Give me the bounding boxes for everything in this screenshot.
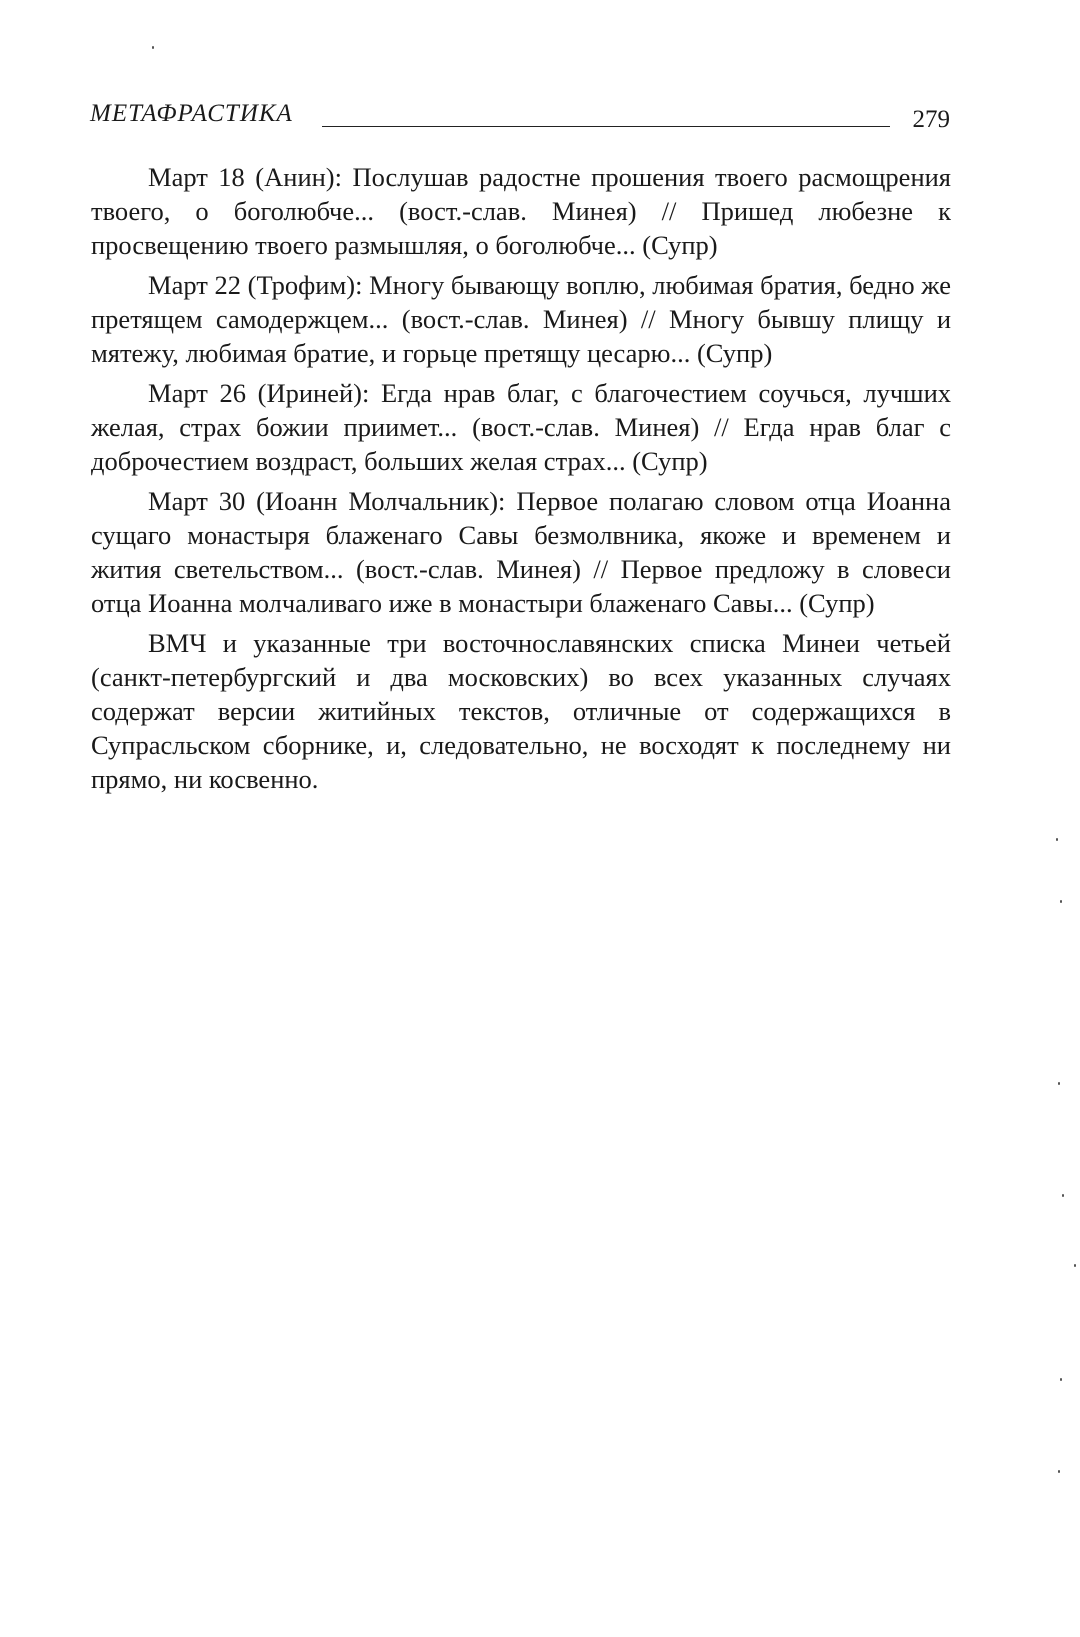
page-number: 279 — [912, 106, 950, 133]
header-rule — [322, 126, 890, 127]
entry-march-18: Март 18 (Анин): Послушав радостне прошения твоего расмощрения твоего, о боголюбче... (вост.-слав. Минея) // Пришед любезне к просвещению твоего размышляя, о боголюбче... (Супр) — [91, 162, 951, 260]
scan-speck — [1058, 1082, 1060, 1085]
scan-speck — [1062, 1194, 1064, 1197]
entry-march-30: Март 30 (Иоанн Молчальник): Первое полагаю словом отца Иоанна сущаго монастыря блаженаго Савы безмолвника, якоже и временем и жития светельством... (вост.-слав. Минея) // Первое предложу в словеси отца Иоанна молчаливаго иже в монастыри блаженаго Савы... (Супр) — [91, 486, 951, 618]
scan-speck — [1074, 1264, 1076, 1267]
scan-speck — [1060, 900, 1062, 903]
scan-speck — [152, 46, 154, 49]
entry-march-22: Март 22 (Трофим): Многу бывающу воплю, любимая братия, бедно же претящем самодержцем... (вост.-слав. Минея) // Многу бывшу плищу и мятежу, любимая братие, и горьце претящу цесарю... (Супр) — [91, 270, 951, 368]
page-header — [90, 100, 950, 140]
entry-march-26: Март 26 (Ириней): Егда нрав благ, с благочестием соучься, лучших желая, страх божии приимет... (вост.-слав. Минея) // Егда нрав благ с доброчестием воздраст, больших желая страх... (Супр) — [91, 378, 951, 476]
body-text — [91, 160, 951, 796]
scan-speck — [1060, 1378, 1062, 1381]
scan-speck — [1056, 838, 1058, 841]
running-title: МЕТАФРАСТИКА — [90, 100, 293, 127]
scan-speck — [1058, 1470, 1060, 1473]
conclusion-paragraph: ВМЧ и указанные три восточнославянских списка Минеи четьей (санкт-петербургский и два московских) во всех указанных случаях содержат версии житийных текстов, отличные от содержащихся в Супрасльском сборнике, и, следовательно, не восходят к последнему ни прямо, ни косвенно. — [91, 628, 951, 794]
